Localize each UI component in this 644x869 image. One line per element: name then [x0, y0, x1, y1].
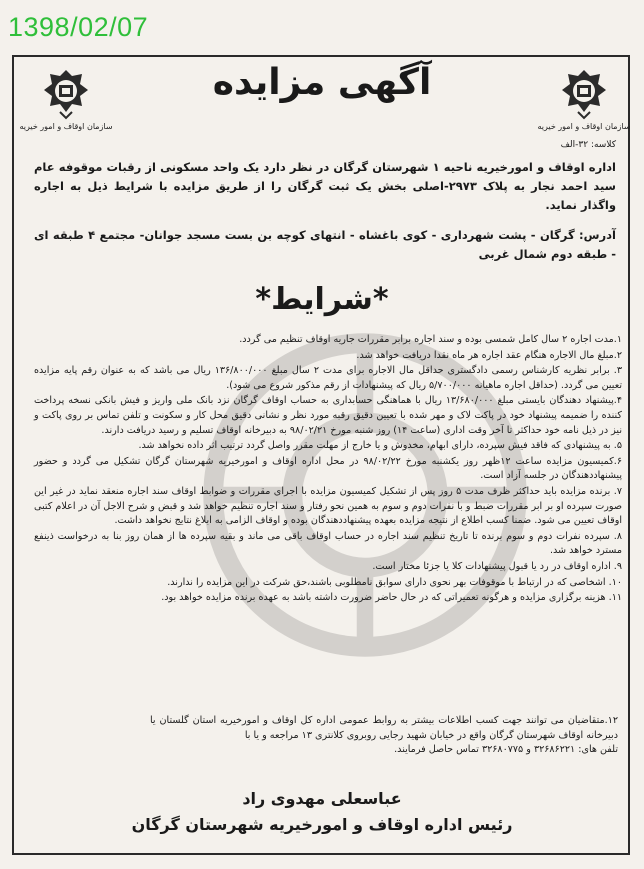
logo-right: [537, 68, 631, 138]
condition-item: ۱.مدت اجاره ۲ سال کامل شمسی بوده و سند اجاره برابر مقررات جاریه اوقاف تنظیم می گردد.: [239, 334, 622, 345]
address-paragraph: آدرس: گرگان - پشت شهرداری - کوی باغشاه - انتهای کوچه بن بست مسجد جوانان- مجتمع ۴ طبقه ای - طبقه دوم شمال غربی: [34, 228, 616, 261]
condition-item: ۷. برنده مزایده باید حداکثر ظرف مدت ۵ روز پس از تشکیل کمیسیون مزایده با اجرای مقررات و ضوابط اوقاف سند اجاره منعقد نماید در غیر این صورت سپرده او بر ابر مقررات ضبط و با نفرات دوم و سوم به همین نحو رفتار و سند اجاره تنظیم خواهد شد و قبض و شرح الاجل آن در اعلام کتبی اوقاف تعیین می شود. ضمنا کسب اطلاع از نتیجه مزایده بعهده پیشنهاددهندگان بوده و اوقاف الزامی به ابلاغ نتایج نخواهد داشت.: [34, 485, 622, 527]
condition-item: ۹. اداره اوقاف در رد یا قبول پیشنهادات کلا یا جزئا مختار است.: [372, 560, 622, 572]
condition-item: ۵. به پیشنهادی که فاقد فیش سپرده، دارای ابهام، مخدوش و یا خارج از مهلت مقرر واصل گردد ترتیب اثر داده نخواهد شد.: [138, 440, 622, 452]
page-title: آگهی مزایده: [212, 62, 432, 103]
logo-caption: سازمان اوقاف و امور خیریه: [19, 122, 113, 131]
signer-name: عباسعلی مهدوی راد: [242, 789, 402, 808]
condition-item: ۱۱. هزینه برگزاری مزایده و هرگونه تعمیراتی که در حال حاضر ضرورت داشته باشد به عهده برنده مزایده خواهد بود.: [161, 592, 622, 604]
logo-left: [19, 68, 113, 138]
condition-item: ۸. سپرده نفرات دوم و سوم برنده تا تاریخ تنظیم سند اجاره در حساب اوقاف باقی می ماند و بقیه سپرده ها از همان روز بنا به درخواست ذینفع مسترد خواهد شد.: [34, 530, 622, 557]
contact-paragraph: [150, 714, 618, 758]
logo-caption: سازمان اوقاف و امور خیریه: [537, 122, 631, 131]
endowment-emblem-icon: [560, 68, 608, 120]
condition-item: ۳. برابر نظریه کارشناس رسمی دادگستری حداقل مال الاجاره برای مدت ۲ سال مبلغ ۱۳۶/۸۰۰/۰۰۰ ریال می باشد که به عنوان رقم پایه مزایده تعیین می گردد. (حداقل اجاره ماهیانه ۵/۷۰۰/۰۰۰ ریال که پیشنهادات از رقم مذکور شروع می شود).: [34, 365, 622, 391]
condition-item: ۶.کمیسیون مزایده ساعت ۱۲ظهر روز یکشنبه مورخ ۹۸/۰۲/۲۲ در محل اداره اوقاف و امورخیریه شهرستان گرگان تشکیل می گردد و حضور پیشنهاددهندگان در جلسه آزاد است.: [34, 455, 622, 482]
condition-item: ۲.مبلغ مال الاجاره هنگام عقد اجاره هر ماه نقدا دریافت خواهد شد.: [356, 349, 622, 361]
conditions-list: [34, 333, 622, 607]
class-number: کلاسه: ۳۲-الف: [560, 140, 616, 150]
signature-block: [0, 786, 644, 838]
condition-item: ۴.پیشنهاد دهندگان بایستی مبلغ ۱۳/۶۸۰/۰۰۰ ریال با هماهنگی حسابداری به حساب اوقاف گرگان نزد بانک ملی واریز و فیش بانکی نسخه پرداخت کننده را ضمیمه پیشنهاد خود در پاکت لاک و مهر شده با تعیین دقیق رقبه مورد نظر و نشانی دقیق محل کار و سکونت و تلفن تماس بر روی پاکت و نیز در ذیل نامه خود حداکثر تا آخر وقت اداری (ساعت ۱۴) روز شنبه مورخ ۹۸/۰۲/۲۱ به دبیرخانه اوقاف تسلیم و رسید دریافت دارند.: [34, 395, 622, 436]
endowment-emblem-icon: [42, 68, 90, 120]
condition-item: ۱۰. اشخاصی که در ارتباط با موقوفات بهر نحوی دارای سوابق نامطلوبی باشند،حق شرکت در این مزایده را ندارند.: [167, 576, 622, 588]
intro-paragraph: اداره اوقاف و امورخیریه ناحیه ۱ شهرستان گرگان در نظر دارد یک واحد مسکونی از رقبات موقوفه عام سید احمد نجار به پلاک ۲۹۷۳-اصلی بخش یک ثبت گرگان را از طریق مزایده با شرایط ذیل به اجاره واگذار نماید.: [34, 160, 616, 212]
contact-phones: تلفن های: ۳۲۶۸۶۲۲۱ و ۳۲۶۸۰۷۷۵ تماس حاصل فرمایند.: [394, 744, 618, 756]
contact-text: ۱۲.متقاضیان می توانند جهت کسب اطلاعات بیشتر به روابط عمومی اداره کل اوقاف و امورخیریه استان گلستان یا دبیرخانه اوقاف شهرستان گرگان واقع در خیابان شهید رجایی روبروی کلانتری ۱۳ مراجعه و یا با: [150, 715, 618, 741]
conditions-title: *شرایط*: [255, 282, 389, 317]
date-stamp: 1398/02/07: [8, 12, 149, 42]
signer-position: رئیس اداره اوقاف و امورخیریه شهرستان گرگان: [131, 815, 513, 834]
